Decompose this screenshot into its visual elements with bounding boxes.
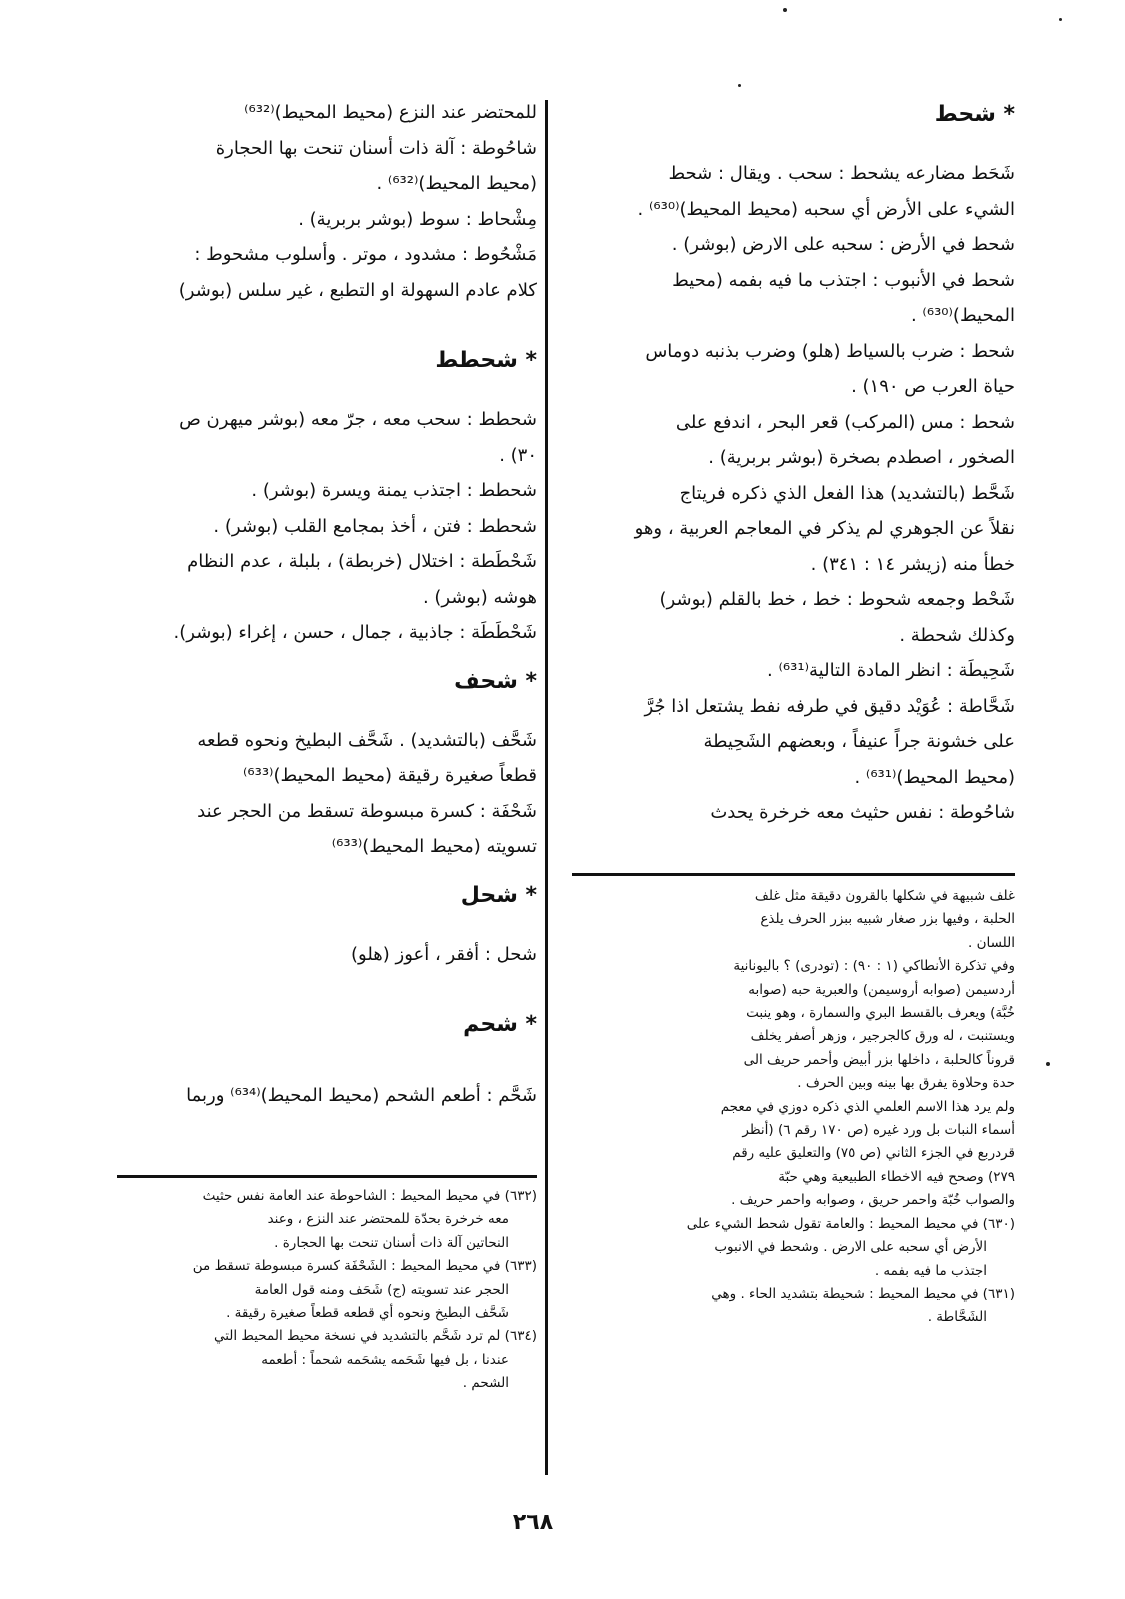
footnote-line: الحجر عند تسويته (ج) شَحَف ومنه قول العامة bbox=[254, 1281, 509, 1298]
entry-heading-shahala: * شحل bbox=[460, 882, 537, 908]
entry-heading-shahtata: * شحطط bbox=[435, 348, 537, 373]
text-line: شحط في الأنبوب : اجتذب ما فيه بفمه (محيط bbox=[672, 269, 1015, 291]
text-line: شحطط : سحب معه ، جرّ معه (بوشر ميهرن ص bbox=[179, 409, 537, 430]
footnote-rule-right bbox=[572, 873, 1015, 876]
footnote-line: الأرض أي سحبه على الارض . وشحط في الانبوب bbox=[714, 1239, 987, 1256]
text-line: شَحَّط (بالتشديد) هذا الفعل الذي ذكره فريتاج bbox=[679, 482, 1015, 504]
text-line: الصخور ، اصطدم بصخرة (بوشر بربرية) . bbox=[708, 447, 1015, 468]
text-line: الشيء على الأرض أي سحبه (محيط المحيط)⁽⁶³⁰⁾ . bbox=[637, 198, 1015, 220]
footnote-line: غلف شبيهة في شكلها بالقرون دقيقة مثل غلف bbox=[754, 888, 1015, 904]
footnote-line: والصواب خُبّة واحمر حريق ، وصوابه واحمر حريف . bbox=[731, 1192, 1015, 1209]
footnote-line: أردسيمن (صوابه أروسيمن) والعبرية حبه (صوابه bbox=[748, 981, 1015, 998]
text-line: كلام عادم السهولة او التطبع ، غير سلس (بوشر) bbox=[178, 279, 537, 301]
footnote-line: قردربع في الجزء الثاني (ص ٧٥) والتعليق عليه رقم bbox=[732, 1145, 1015, 1162]
entry-heading-shahata: * شحط bbox=[934, 102, 1015, 127]
footnote-line: معه خرخرة بحدّة للمحتضر عند النزع ، وعند bbox=[267, 1211, 509, 1228]
text-line: شحطط : فتن ، أخذ بمجامع القلب (بوشر) . bbox=[213, 515, 537, 537]
text-line: شَحَّف (بالتشديد) . شَحَّف البطيخ ونحوه قطعه bbox=[197, 729, 537, 751]
footnote-line: حدة وحلاوة يفرق بها بينه وبين الحرف . bbox=[797, 1075, 1015, 1092]
footnote-line: ويستنبت ، له ورق كالجرجير ، وزهر أصفر يخلف bbox=[750, 1028, 1015, 1045]
footnote-line: (٦٣٣) في محيط المحيط : الشَحْفَة كسرة مبسوطة تسقط من bbox=[192, 1258, 537, 1275]
footnote-line: اجتذب ما فيه بفمه . bbox=[874, 1262, 987, 1279]
entry-heading-shahama: * شحم bbox=[463, 1012, 537, 1037]
footnote-line: خُبَّة) ويعرف بالقسط البري والسمارة ، وهو ينبت bbox=[746, 1005, 1015, 1022]
text-line: (محيط المحيط)⁽⁶³²⁾ . bbox=[376, 173, 537, 194]
footnote-line: أسماء النبات بل ورد غيره (ص ١٧٠ رقم ٦) (أنظر bbox=[742, 1122, 1015, 1139]
scan-speck bbox=[1046, 1062, 1050, 1066]
footnote-line: (٦٣٤) لم ترد شَحَّم بالتشديد في نسخة محيط المحيط التي bbox=[213, 1328, 537, 1345]
column-divider bbox=[545, 100, 548, 1475]
text-line: هوشه (بوشر) . bbox=[422, 586, 537, 608]
footnote-line: (٦٣٠) في محيط المحيط : والعامة تقول شحط الشيء على bbox=[686, 1215, 1015, 1232]
text-line: حياة العرب ص ١٩٠) . bbox=[851, 376, 1015, 397]
footnote-line: ٢٧٩) وصحح فيه الاخطاء الطبيعية وهي حبّة bbox=[778, 1168, 1015, 1185]
footnote-rule-left bbox=[117, 1175, 537, 1178]
scan-speck bbox=[738, 84, 741, 87]
text-line: شاحُوطة : آلة ذات أسنان تنحت بها الحجارة bbox=[215, 137, 537, 159]
text-line: مِشْحاط : سوط (بوشر بربرية) . bbox=[298, 208, 537, 230]
footnote-line: شَحَّف البطيخ ونحوه أي قطعه قطعاً صغيرة رقيقة . bbox=[226, 1305, 509, 1322]
text-line: وكذلك شحطة . bbox=[899, 624, 1015, 646]
right-column bbox=[610, 100, 1015, 831]
text-line: نقلاً عن الجوهري لم يذكر في المعاجم العربية ، وهو bbox=[634, 518, 1015, 539]
text-line: شَحْطَطَة : جاذبية ، جمال ، حسن ، إغراء (بوشر). bbox=[173, 622, 537, 643]
text-line: شحل : أفقر ، أعوز (هلو) bbox=[351, 943, 537, 965]
scan-speck bbox=[783, 8, 787, 12]
footnote-line: الشحم . bbox=[462, 1375, 509, 1392]
footnote-line: (٦٣١) في محيط المحيط : شحيطة بتشديد الحاء . وهي bbox=[711, 1285, 1015, 1302]
footnote-line: النحاتين آلة ذات أسنان تنحت بها الحجارة . bbox=[274, 1234, 509, 1251]
text-line: شَحْفَة : كسرة مبسوطة تسقط من الحجر عند bbox=[197, 800, 537, 822]
text-line: مَشْحُوط : مشدود ، موتر . وأسلوب مشحوط : bbox=[194, 244, 537, 265]
text-line: شَحِيطَة : انظر المادة التالية⁽⁶³¹⁾ . bbox=[767, 660, 1015, 681]
text-line: للمحتضر عند النزع (محيط المحيط)⁽⁶³²⁾ bbox=[244, 102, 537, 123]
footnote-line: الشَحَّاطة . bbox=[927, 1309, 987, 1326]
footnote-line: (٦٣٢) في محيط المحيط : الشاحوطة عند العامة نفس حثيث bbox=[202, 1188, 537, 1204]
scan-speck bbox=[1059, 18, 1062, 21]
text-line: خطأ منه (زيشر ١٤ : ٣٤١) . bbox=[810, 553, 1015, 575]
footnote-line: عندنا ، بل فيها شَحَمه يشحَمه شحماً : أطعمه bbox=[261, 1351, 509, 1368]
footnote-line: اللسان . bbox=[968, 934, 1015, 951]
entry-heading-shahafa: * شحف bbox=[454, 668, 537, 694]
footnote-line: ولم يرد هذا الاسم العلمي الذي ذكره دوزي في معجم bbox=[720, 1098, 1015, 1115]
text-line: قطعاً صغيرة رقيقة (محيط المحيط)⁽⁶³³⁾ bbox=[242, 765, 537, 786]
text-line: شحط في الأرض : سحبه على الارض (بوشر) . bbox=[671, 234, 1015, 255]
text-line: شحط : مس (المركب) قعر البحر ، اندفع على bbox=[675, 411, 1015, 433]
text-line: شَحْط وجمعه شحوط : خط ، خط بالقلم (بوشر) bbox=[659, 589, 1015, 610]
text-line: شَحَّاطة : عُوَيْد دقيق في طرفه نفط يشتعل اذا جُرَّ bbox=[644, 695, 1015, 717]
text-line: على خشونة جراً عنيفاً ، وبعضهم الشَحِيطة bbox=[703, 731, 1015, 752]
text-line: شاحُوطة : نفس حثيث معه خرخرة يحدث bbox=[710, 802, 1015, 823]
text-line: شَحَط مضارعه يشحط : سحب . ويقال : شحط bbox=[668, 163, 1015, 184]
text-line: ٣٠) . bbox=[499, 444, 537, 466]
text-line: شَحَّم : أطعم الشحم (محيط المحيط)⁽⁶³⁴⁾ وربما bbox=[186, 1085, 537, 1106]
text-line: تسويته (محيط المحيط)⁽⁶³³⁾ bbox=[331, 836, 537, 857]
page-number: ٢٦٨ bbox=[512, 1510, 554, 1535]
footnote-line: قروناً كالحلبة ، داخلها بزر أبيض وأحمر حريف الى bbox=[743, 1051, 1015, 1068]
text-line: (محيط المحيط)⁽⁶³¹⁾ . bbox=[854, 766, 1015, 788]
footnotes-right bbox=[572, 885, 1015, 1330]
text-line: المحيط)⁽⁶³⁰⁾ . bbox=[910, 305, 1015, 326]
footnote-line: وفي تذكرة الأنطاكي (١ : ٩٠) : (تودرى) ؟ باليونانية bbox=[733, 958, 1015, 975]
text-line: شحط : ضرب بالسياط (هلو) وضرب بذنبه دوماس bbox=[645, 340, 1015, 362]
footnotes-left bbox=[117, 1185, 537, 1396]
footnote-line: الحلبة ، وفيها بزر صغار شبيه ببزر الحرف يلذع bbox=[760, 911, 1015, 928]
left-column bbox=[107, 95, 537, 1114]
text-line: شَحْطَطة : اختلال (خربطة) ، بلبلة ، عدم النظام bbox=[187, 551, 537, 572]
text-line: شحطط : اجتذب يمنة ويسرة (بوشر) . bbox=[251, 480, 537, 501]
